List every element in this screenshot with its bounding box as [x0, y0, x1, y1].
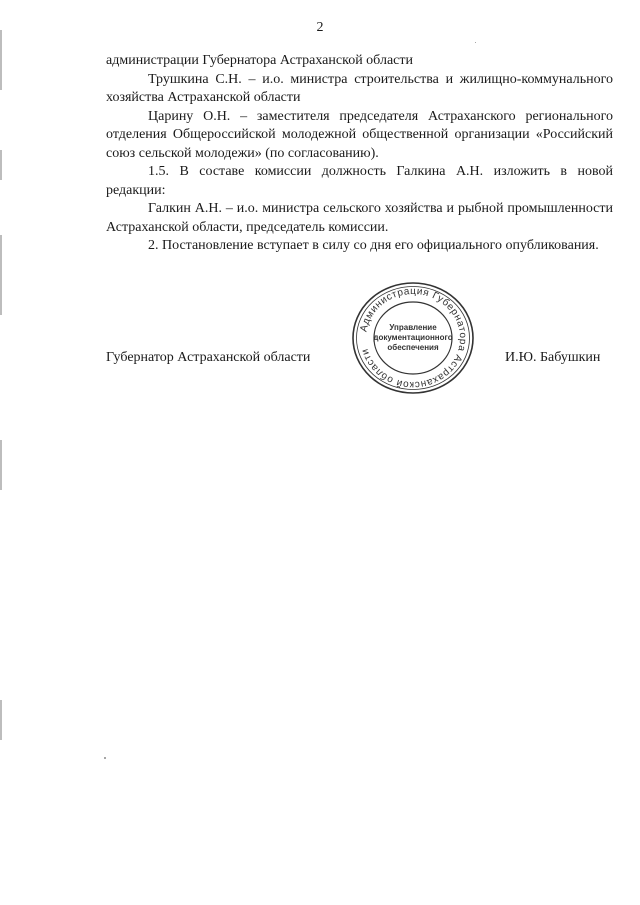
paragraph-tsarina: Царину О.Н. – заместителя председателя Астраханского регионального отделения Общероссийской молодежной общественной организации «Российский союз сельской молодежи» (по согласованию).: [106, 108, 613, 161]
paragraph-trushkina: Трушкина С.Н. – и.о. министра строительства и жилищно-коммунального хозяйства Астраханской области: [106, 71, 613, 105]
paragraph-item-1-5: 1.5. В составе комиссии должность Галкина А.Н. изложить в новой редакции:: [106, 164, 613, 198]
signatory-name: И.Ю. Бабушкин: [505, 350, 601, 365]
scan-speck: [475, 42, 476, 43]
svg-text:документационного: документационного: [373, 333, 453, 342]
signatory-title: Губернатор Астраханской области: [106, 350, 311, 365]
scan-speck: [104, 757, 106, 759]
signature-block: [0, 278, 640, 398]
scan-edge-marks: [0, 0, 4, 905]
paragraph-administration: администрации Губернатора Астраханской области: [106, 53, 413, 68]
svg-text:обеспечения: обеспечения: [387, 343, 439, 352]
paragraph-galkin: Галкин А.Н. – и.о. министра сельского хозяйства и рыбной промышленности Астраханской области, председатель комиссии.: [106, 201, 613, 235]
svg-text:Администрация Губернатора Астр: Администрация Губернатора Астраханской области: [358, 285, 469, 391]
official-seal-stamp: [350, 280, 476, 396]
paragraph-item-2: 2. Постановление вступает в силу со дня его официального опубликования.: [148, 238, 599, 253]
page-number: 2: [316, 20, 324, 35]
document-body: [106, 52, 613, 256]
svg-text:Управление: Управление: [389, 323, 437, 332]
